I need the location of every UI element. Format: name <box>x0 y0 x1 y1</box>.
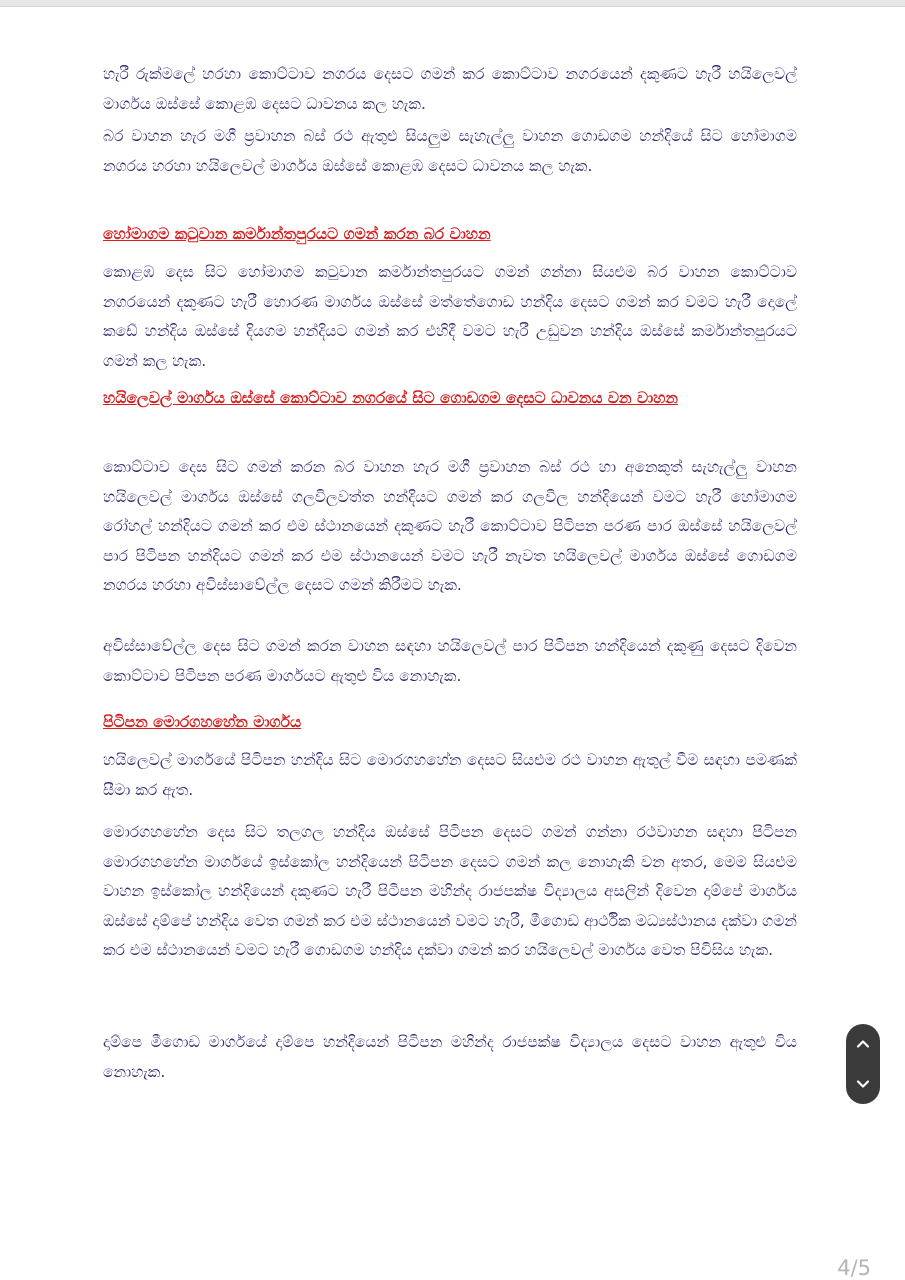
paragraph-6: හයිලෙවල් මාර්ගයේ පිටිපන හන්දිය සිට මොරගහහේන දෙසට සියළුම රථ වාහන ඇතුල් වීම සඳහා පමණක් සීමා කර ඇත. <box>103 751 797 799</box>
paragraph-8: දාම්පෙ මීගොඩ මාර්ගයේ දාම්පෙ හන්දියෙන් පිටිපන මහින්ද රාජපක්ෂ විද්‍යාලය දෙසට වාහන ඇතුළු විය නොහැක. <box>103 1033 797 1081</box>
section-heading-highlevel-kottawa-godagama: හයිලෙවල් මාර්ගය ඔස්සේ කොට්ටාව නගරයේ සිට ගොඩගම දෙසට ධාවනය වන වාහන <box>103 389 679 407</box>
paragraph-3: කොළඹ දෙස සිට හෝමාගම කටුවාන කර්මාන්තපුරයට ගමන් ගන්නා සියළුම බර වාහන කොට්ටාව නගරයෙන් දකුණට හැරී හොරණ මාර්ගය ඔස්සේ මත්තේගොඩ හන්දිය දෙසට ගමන් කර වමට හැරී දොලේ කඩේ හන්දිය ඔස්සේ දියගම හන්දියට ගමන් කර එහිදී වමට හැරී උඩුවන හන්දිය ඔස්සේ කර්මාන්තපුරයට ගමන් කල හැක. <box>103 263 797 370</box>
paragraph-5: අවිස්සාවේල්ල දෙස සිට ගමන් කරන වාහන සඳහා හයිලෙවල් පාර පිටිපන හන්දියෙන් දකුණු දෙසට දිවෙන කොට්ටාව පිටිපන පරණ මාර්ගයට ඇතුළු විය නොහැක. <box>103 637 797 685</box>
scroll-down-button[interactable] <box>846 1066 880 1102</box>
paragraph-2: බර වාහන හැර මගී ප්‍රවාහන බස් රථ ඇතුළු සියලුම සැහැල්ලු වාහන ගොඩගම හන්දියේ සිට හෝමාගම නගරය හරහා හයිලෙවල් මාර්ගය ඔස්සේ කොළඹ දෙසට ධාවනය කල හැක. <box>103 127 797 175</box>
paragraph-4: කොට්ටාව දෙස සිට ගමන් කරන බර වාහන හැර මගී ප්‍රවාහන බස් රථ හා අනෙකුත් සැහැල්ලු වාහන හයිලෙවල් මාර්ගය ඔස්සේ ගලවිලවත්ත හන්දියට ගමන් කර ගලවිල හන්දියෙන් වමට හැරී හෝමාගම රෝහල් හන්දියට ගමන් කර එම ස්ථානයෙන් දකුණට හැරී කොට්ටාව පිටිපන පරණ පාර ඔස්සේ හයිලෙවල් පාර පිටිපන හන්දියට ගමන් කර එම ස්ථානයෙන් වමට හැරී නැවත හයිලෙවල් මාර්ගය ඔස්සේ ගොඩගම නගරය හරහා අවිස්සාවේල්ල දෙසට ගමන් කිරීමට හැක. <box>103 458 797 594</box>
chevron-up-icon <box>855 1036 871 1052</box>
page-number-indicator: 4/5 <box>837 1256 871 1280</box>
chevron-down-icon <box>855 1076 871 1092</box>
paragraph-1: හැරී රුක්මලේ හරහා කොට්ටාව නගරය දෙසට ගමන් කර කොට්ටාව නගරයෙන් දකුණට හැරී හයිලෙවල් මාර්ගය ඔස්සේ කොළඹ දෙසට ධාවනය කල හැක. <box>103 65 797 113</box>
section-heading-pitipana-moragahahena: පිටිපන මොරගහහේන මාර්ගය <box>103 713 302 731</box>
page-navigation-control <box>846 1024 880 1104</box>
section-heading-homagama-katuwana: හෝමාගම කටුවාන කර්මාන්තපුරයට ගමන් කරන බර වාහන <box>103 225 491 243</box>
scroll-up-button[interactable] <box>846 1026 880 1062</box>
paragraph-7: මොරගහහේන දෙස සිට තලගල හන්දිය ඔස්සේ පිටිපන දෙසට ගමන් ගන්නා රථවාහන සඳහා පිටිපන මොරගහහේන මාර්ගයේ ඉස්කෝල හන්දියෙන් පිටිපන දෙසට ගමන් කල නොහැකි වන අතර, මෙම සියළුම වාහන ඉස්කෝල හන්දියෙන් දකුණට හැරී පිටිපන මහින්ද රාජපක්ෂ විද්‍යාලය අසලින් දිවෙන දාම්පේ මාර්ගය ඔස්සේ දාම්පේ හන්දිය වෙත ගමන් කර එම ස්ථානයෙන් වමට හැරී, මීගොඩ ආර්ථික මධ්‍යස්ථානය දක්වා ගමන් කර එම ස්ථානයෙන් වමට හැරී ගොඩගම හන්දිය දක්වා ගමන් කර හයිලෙවල් මාර්ගය වෙත පිවිසිය හැක. <box>103 823 797 959</box>
